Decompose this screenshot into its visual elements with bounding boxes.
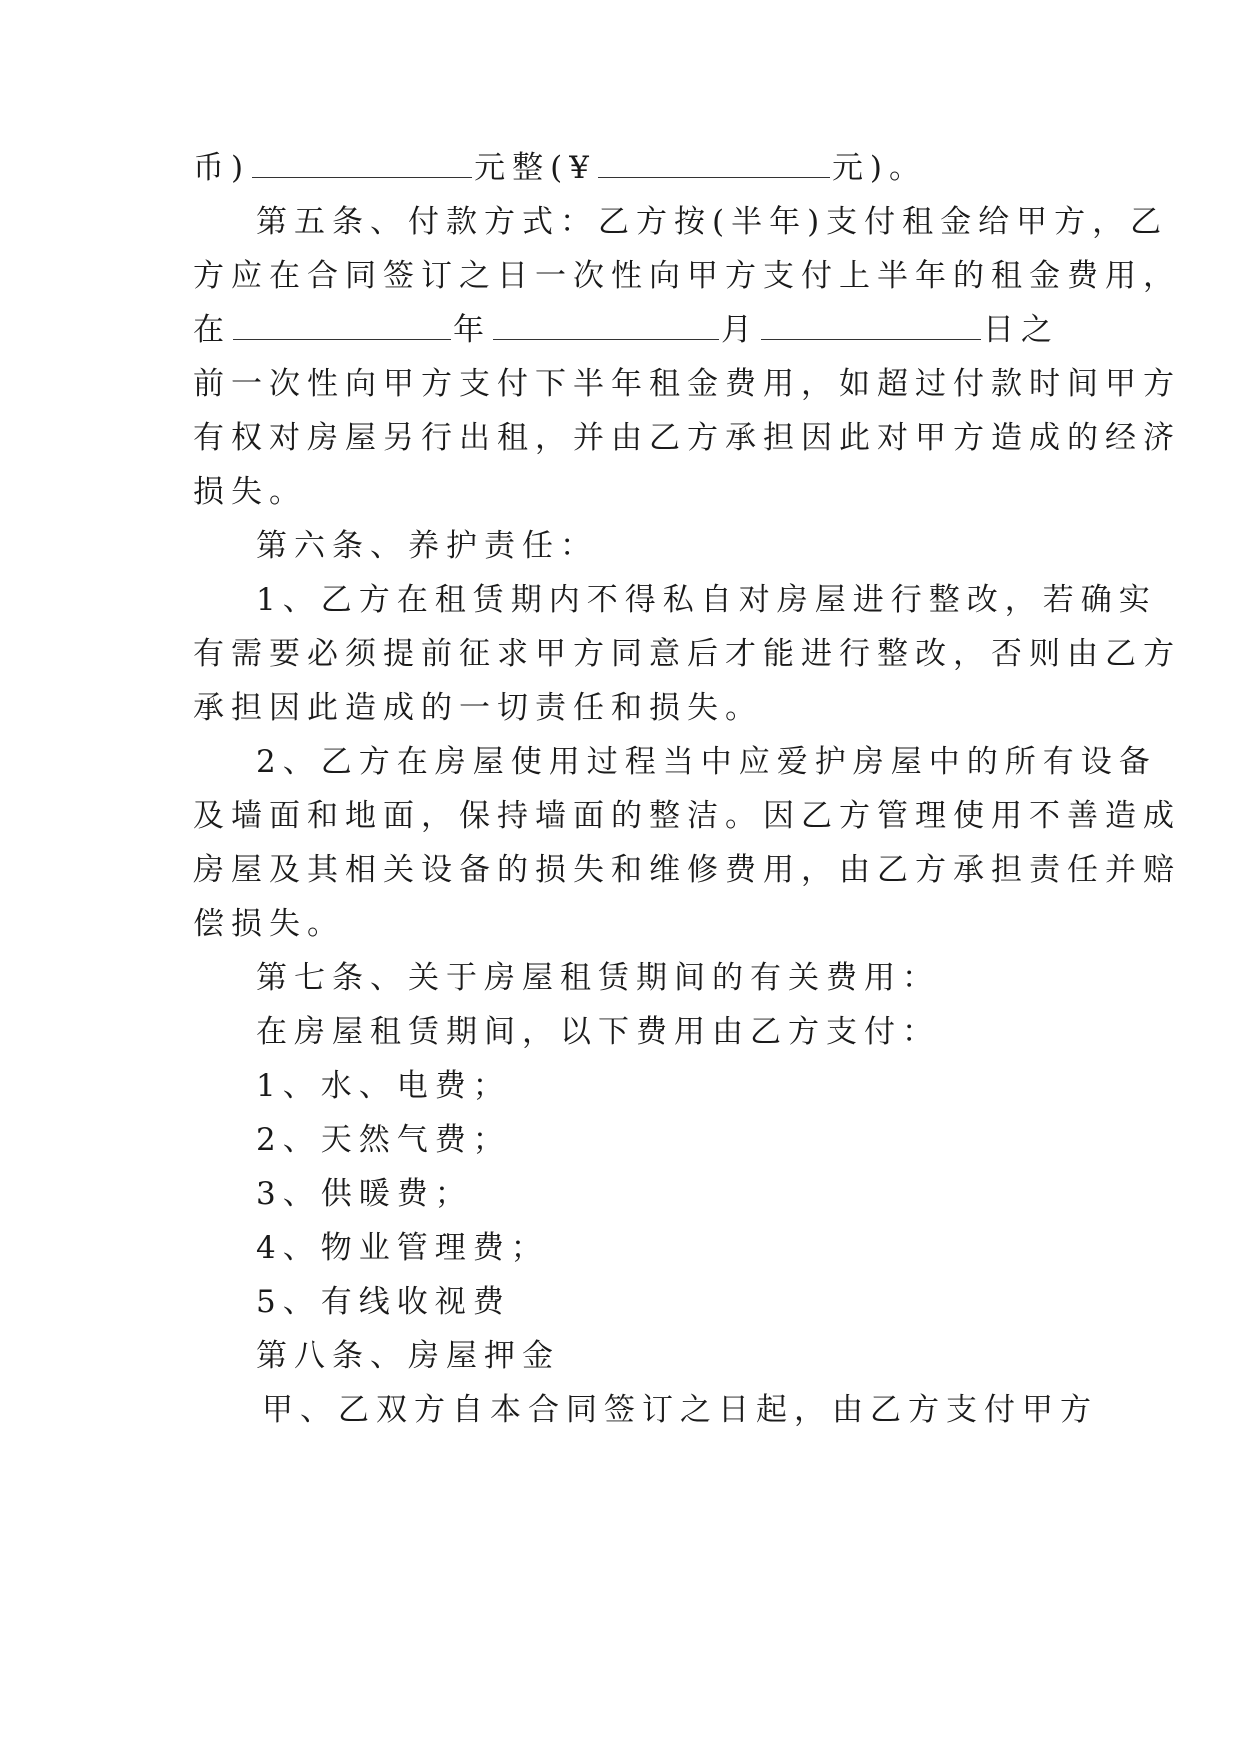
clause-5-heading: 第五条、付款方式：乙方按(半年)支付租金给甲方，乙 [256,204,1169,240]
clause-6-heading: 第六条、养护责任： [256,528,598,564]
text-line: 1、乙方在租赁期内不得私自对房屋进行整改，若确实 [256,582,1157,618]
list-item: 5、有线收视费 [256,1284,511,1320]
list-item: 4、物业管理费； [256,1230,549,1266]
text-line: 甲、乙双方自本合同签订之日起，由乙方支付甲方 [262,1392,1098,1428]
blank-field [233,311,451,340]
text-line: 2、乙方在房屋使用过程当中应爱护房屋中的所有设备 [256,744,1157,780]
blank-field [761,311,981,340]
text-line: 方应在合同签订之日一次性向甲方支付上半年的租金费用， [193,258,1181,294]
text-fragment: 年 [453,312,491,348]
text-line: 有需要必须提前征求甲方同意后才能进行整改，否则由乙方 [193,636,1181,672]
text-fragment: 币) [193,150,251,186]
text-line: 及墙面和地面，保持墙面的整洁。因乙方管理使用不善造成 [193,798,1181,834]
list-item: 2、天然气费； [256,1122,511,1158]
list-item: 3、供暖费； [256,1176,473,1212]
clause-7-heading: 第七条、关于房屋租赁期间的有关费用： [256,960,940,996]
text-line: 房屋及其相关设备的损失和维修费用，由乙方承担责任并赔 [193,852,1181,888]
blank-field [252,149,472,178]
text-fragment: 在 [193,312,231,348]
list-item: 1、水、电费； [256,1068,511,1104]
text-line: 偿损失。 [193,906,345,942]
text-line: 承担因此造成的一切责任和损失。 [193,690,763,726]
text-fragment: 元)。 [831,150,928,186]
text-fragment: 元整(¥ [474,150,596,186]
text-fragment: 日之 [983,312,1059,348]
text-line: 损失。 [193,474,307,510]
text-line [193,148,927,188]
text-line: 前一次性向甲方支付下半年租金费用，如超过付款时间甲方 [193,366,1181,402]
clause-8-heading: 第八条、房屋押金 [256,1338,560,1374]
text-line: 在房屋租赁期间，以下费用由乙方支付： [256,1014,940,1050]
text-fragment: 月 [721,312,759,348]
text-line: 有权对房屋另行出租，并由乙方承担因此对甲方造成的经济 [193,420,1181,456]
blank-field [598,149,830,178]
text-line [193,310,1059,350]
blank-field [493,311,719,340]
